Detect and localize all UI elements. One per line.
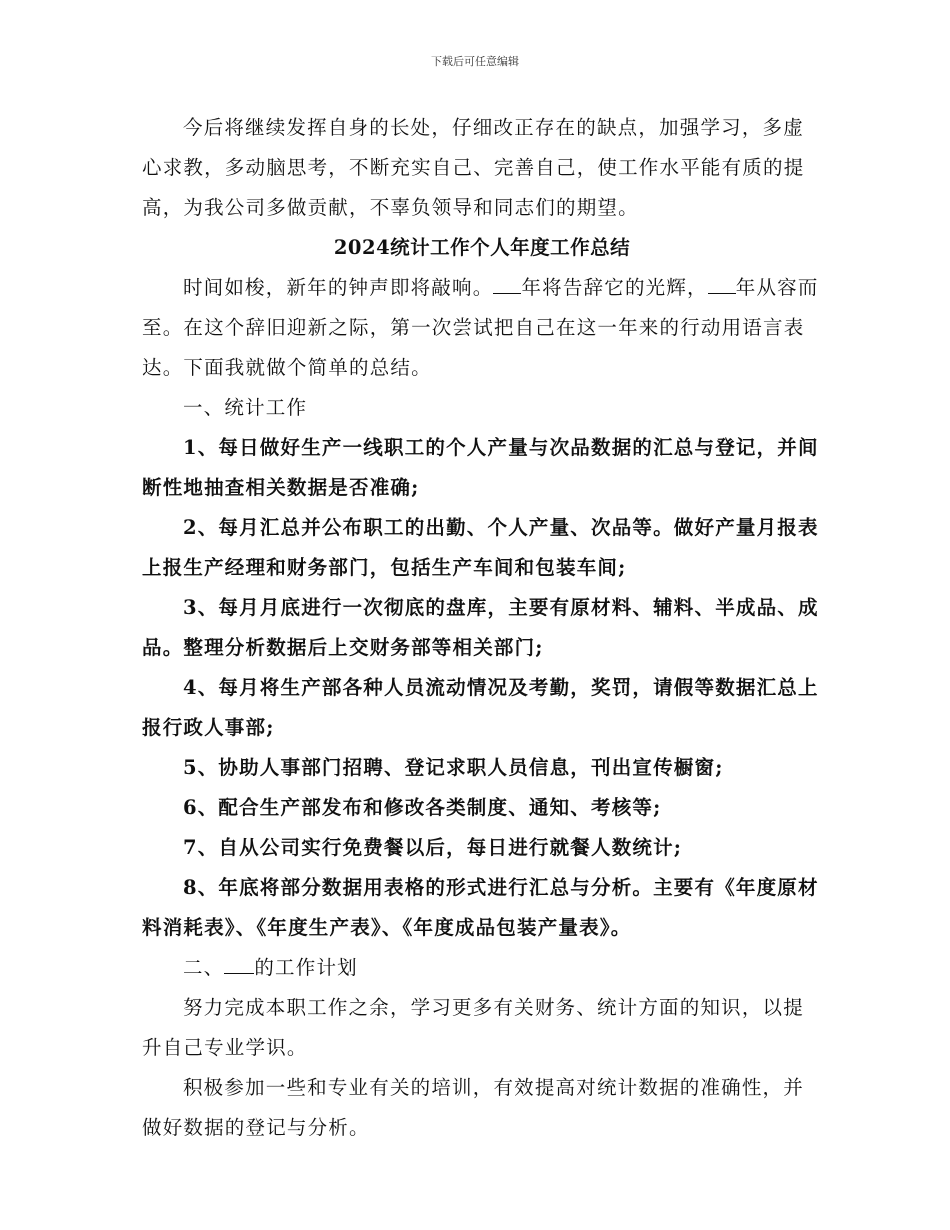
document-title: 2024统计工作个人年度工作总结 — [333, 236, 631, 259]
intro-text-b: 年将告辞它的光辉， — [521, 276, 708, 299]
intro-text-c: 年从容而至。在这个辞旧迎新之际，第一次尝试把自己在这一年来的行动用语言表达。下面我就做个简单的总结。 — [142, 276, 819, 379]
plan-paragraph-2: 积极参加一些和专业有关的培训，有效提高对统计数据的准确性，并做好数据的登记与分析。 — [142, 1076, 804, 1139]
year-blank — [224, 957, 254, 974]
section-heading-plan — [142, 948, 822, 988]
list-item-2: 2、每月汇总并公布职工的出勤、个人产量、次品等。做好产量月报表上报生产经理和财务部门，包括生产车间和包装车间; — [142, 516, 819, 579]
closing-paragraph: 今后将继续发挥自身的长处，仔细改正存在的缺点，加强学习，多虚心求教，多动脑思考，不断充实自己、完善自己，使工作水平能有质的提高，为我公司多做贡献，不辜负领导和同志们的期望。 — [142, 116, 805, 219]
list-item-3: 3、每月月底进行一次彻底的盘库，主要有原材料、辅料、半成品、成品。整理分析数据后上交财务部等相关部门; — [142, 596, 819, 659]
section2-suffix: 的工作计划 — [254, 956, 358, 979]
list-item-6: 6、配合生产部发布和修改各类制度、通知、考核等; — [182, 796, 662, 819]
intro-paragraph — [142, 268, 822, 388]
page-header: 下载后可任意编辑 — [431, 55, 519, 68]
list-item-8: 8、年底将部分数据用表格的形式进行汇总与分析。主要有《年度原材料消耗表》、《年度生产表》、《年度成品包装产量表》。 — [142, 876, 819, 939]
document-body — [142, 108, 822, 1148]
plan-paragraph-1: 努力完成本职工作之余，学习更多有关财务、统计方面的知识，以提升自己专业学识。 — [142, 996, 804, 1059]
list-item-7: 7、自从公司实行免费餐以后，每日进行就餐人数统计; — [182, 836, 683, 859]
year-blank — [708, 277, 736, 294]
intro-text-a: 时间如梭，新年的钟声即将敲响。 — [182, 276, 494, 299]
list-item-4: 4、每月将生产部各种人员流动情况及考勤，奖罚，请假等数据汇总上报行政人事部; — [142, 676, 819, 739]
list-item-1: 1、每日做好生产一线职工的个人产量与次品数据的汇总与登记，并间断性地抽查相关数据是否准确; — [142, 436, 819, 499]
section-heading-statistics: 一、统计工作 — [182, 396, 308, 419]
list-item-5: 5、协助人事部门招聘、登记求职人员信息，刊出宣传橱窗; — [182, 756, 724, 779]
section2-prefix: 二、 — [182, 956, 225, 979]
year-blank — [493, 277, 521, 294]
